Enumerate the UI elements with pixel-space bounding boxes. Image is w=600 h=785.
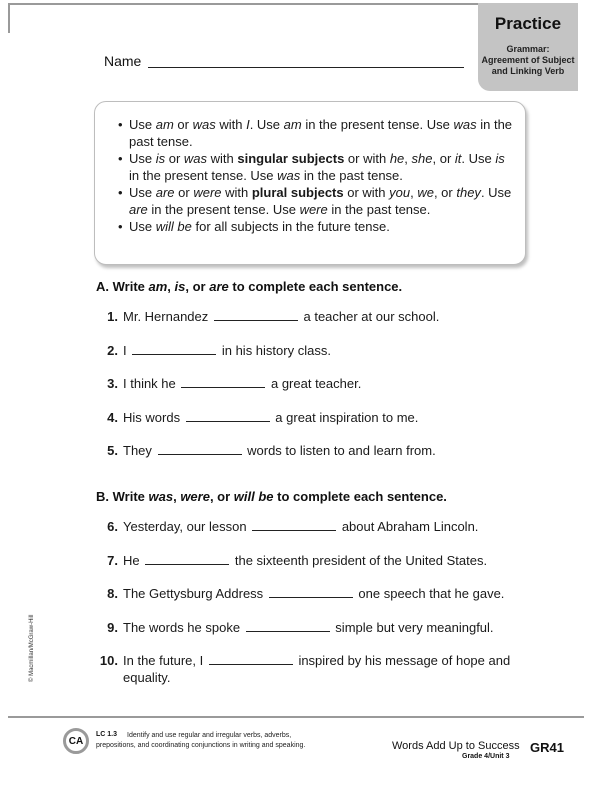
question-text-before: The Gettysburg Address [123, 586, 267, 601]
question-text-after: a teacher at our school. [299, 309, 440, 324]
question-text-after: about Abraham Lincoln. [338, 519, 479, 534]
question-number: 9. [107, 619, 118, 635]
bold-text: plural subjects [251, 185, 344, 200]
emphasis-text: are [129, 202, 148, 217]
emphasis-text: I [246, 117, 250, 132]
book-title: Words Add Up to Success [392, 740, 520, 752]
rule-item: • Use will be for all subjects in the future tense. [118, 218, 513, 235]
emphasis-text: is [174, 279, 186, 294]
question-text-after: one speech that he gave. [354, 586, 505, 601]
emphasis-text: will be [155, 219, 192, 234]
answer-blank[interactable] [269, 585, 353, 598]
name-label: Name [104, 53, 142, 69]
question-number: 10. [99, 653, 118, 668]
question-number: 8. [107, 586, 118, 601]
question-item [96, 619, 494, 636]
emphasis-text: will be [233, 489, 274, 504]
emphasis-text: was [277, 168, 301, 183]
question-continuation: equality. [123, 670, 171, 685]
emphasis-text: we [417, 185, 434, 200]
standard-code: LC 1.3 [96, 731, 118, 738]
bottom-rule [8, 716, 584, 718]
question-text-after: the sixteenth president of the United States. [231, 552, 488, 568]
question-item [96, 552, 487, 569]
emphasis-text: is [495, 151, 505, 166]
emphasis-text: she [411, 151, 433, 166]
ca-standard-icon [63, 728, 89, 754]
question-item [96, 409, 418, 426]
subtitle-line: Agreement of Subject [481, 55, 575, 65]
question-number: 7. [107, 552, 118, 568]
question-text-after: simple but very meaningful. [331, 619, 494, 635]
grade-unit: Grade 4/Unit 3 [462, 753, 510, 760]
question-number: 2. [107, 342, 118, 358]
copyright-text: © Macmillan/McGraw-Hill [29, 614, 35, 682]
question-item [96, 308, 439, 325]
answer-blank[interactable] [214, 308, 298, 321]
question-text-after: words to listen to and learn from. [243, 443, 436, 458]
standard-text-line: Identify and use regular and irregular verbs, adverbs, [127, 732, 292, 739]
question-text-before: Mr. Hernandez [123, 309, 212, 324]
question-number: 1. [107, 309, 118, 324]
rules-list [118, 116, 513, 235]
question-text-before: His words [123, 409, 184, 425]
question-text-before: In the future, I [123, 653, 207, 668]
emphasis-text: was [148, 489, 174, 504]
emphasis-text: am [148, 279, 168, 294]
emphasis-text: is [155, 151, 166, 166]
emphasis-text: was [192, 117, 216, 132]
answer-blank[interactable] [181, 375, 265, 388]
answer-blank[interactable] [252, 518, 336, 531]
question-text-after: a great inspiration to me. [271, 409, 419, 425]
answer-blank[interactable] [145, 552, 229, 565]
answer-blank[interactable] [186, 409, 270, 422]
question-number: 5. [107, 443, 118, 458]
question-text-before: I [123, 342, 131, 358]
question-text-after: in his history class. [218, 342, 331, 358]
question-item [96, 342, 331, 359]
emphasis-text: they [456, 185, 481, 200]
question-text-before: Yesterday, our lesson [123, 519, 251, 534]
section-a-heading: A. Write am, is, or are to complete each sentence. [96, 279, 403, 294]
emphasis-text: are [155, 185, 175, 200]
rule-item: • Use is or was with singular subjects or with he, she, or it. Use is in the present tense. Use was in the past tense. [118, 150, 513, 184]
question-number: 4. [107, 409, 118, 425]
question-text-before: The words he spoke [123, 619, 244, 635]
name-input-line[interactable] [148, 67, 464, 68]
emphasis-text: were [180, 489, 210, 504]
emphasis-text: it [454, 151, 462, 166]
ca-badge-label: CA [68, 736, 84, 747]
standard-text-line: prepositions, and coordinating conjunctions in writing and speaking. [96, 742, 306, 749]
emphasis-text: he [389, 151, 405, 166]
question-number: 6. [107, 519, 118, 534]
question-item [96, 442, 436, 459]
question-number: 3. [107, 376, 118, 391]
practice-label: Practice [494, 14, 562, 33]
subtitle-line: Grammar: [506, 44, 550, 54]
answer-blank[interactable] [132, 342, 216, 355]
top-rule [8, 3, 508, 5]
emphasis-text: were [299, 202, 328, 217]
practice-subtitle [478, 44, 578, 77]
subtitle-line: and Linking Verb [491, 66, 565, 76]
emphasis-text: were [193, 185, 222, 200]
emphasis-text: am [155, 117, 174, 132]
emphasis-text: you [389, 185, 411, 200]
answer-blank[interactable] [209, 652, 293, 665]
emphasis-text: am [283, 117, 302, 132]
bold-text: singular subjects [237, 151, 345, 166]
left-rule [8, 3, 10, 33]
question-item [96, 585, 504, 602]
answer-blank[interactable] [246, 619, 330, 632]
question-item [96, 375, 361, 392]
question-text-before: I think he [123, 376, 180, 391]
rule-item: • Use am or was with I. Use am in the present tense. Use was in the past tense. [118, 116, 513, 150]
section-b-heading: B. Write was, were, or will be to complete each sentence. [96, 489, 447, 504]
question-text-before: They [123, 443, 156, 458]
emphasis-text: was [453, 117, 477, 132]
question-text-after: inspired by his message of hope and [294, 653, 511, 668]
question-text-before: He [123, 552, 144, 568]
rule-item: • Use are or were with plural subjects or with you, we, or they. Use are in the present tense. Use were in the past tense. [118, 184, 513, 218]
emphasis-text: was [183, 151, 208, 166]
question-item [96, 518, 478, 535]
page-number: GR41 [530, 740, 564, 755]
question-text-after: a great teacher. [267, 376, 362, 391]
answer-blank[interactable] [158, 442, 242, 455]
question-item [96, 652, 510, 669]
emphasis-text: are [209, 279, 229, 294]
